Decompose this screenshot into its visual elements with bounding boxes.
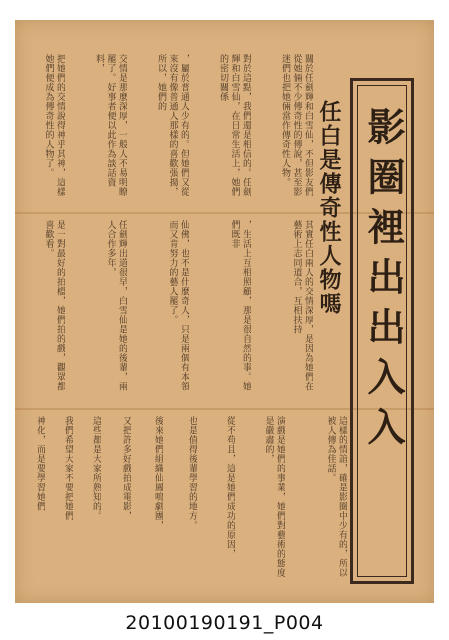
body-column: 從不苟且，這是她們成功的原因， (225, 416, 235, 559)
body-column: 演戲是她們的事業，她們對藝術的態度是嚴肅的， (263, 416, 285, 578)
body-column: ，屬於普通人少有的。但她們又從來沒有像普通人那樣的喜歡張揚，所以，她們的 (156, 54, 189, 197)
body-column: 把她們的交情說得神乎其神，這樣她們便成為傳奇性的人物了。 (43, 54, 65, 197)
document-subtitle: 任白是傳奇性人物嗎 (316, 100, 341, 316)
body-column: 對於這點，我們還是相信的。任劍輝和白雪仙，在日常生活上，她們的密切關係 (218, 54, 251, 197)
body-column: 其實任白兩人的交情深厚，是因為她們在藝術上志同道合，互相扶持 (291, 220, 313, 391)
image-caption: 20100190191_P004 (125, 612, 324, 634)
body-column: 這些都是大家所熟知的。 (91, 416, 101, 521)
body-column: 交情是那麼深厚，一般人不易明瞭罷了。好事者便以此作為談話資料， (94, 54, 127, 197)
body-column: 仙佛，也不是什麼奇人，只是兩個有本領而又肯努力的藝人罷了。 (167, 220, 189, 391)
body-column: 這樣的情誼，確是影圈中少有的，所以被人傳為佳話。 (325, 416, 347, 578)
title-frame (350, 78, 414, 584)
body-column: 也是值得後輩學習的地方。 (187, 416, 197, 530)
body-column: 又把許多好戲拍成電影， (121, 416, 131, 521)
body-column: 是一對最好的拍檔，她們拍的戲，觀眾都喜歡看。 (43, 220, 65, 391)
body-column: 神化，而是要學習她們 (35, 416, 45, 511)
body-column: 關於任劍輝和白雪仙，不但影友們從她倆不少傳奇性的傳說，甚至影迷們也把她倆當作傳奇性人物。 (280, 54, 313, 197)
body-column: 後來她們組織仙鳳鳴劇團， (153, 416, 163, 530)
body-column: 我們希望大家不要把她們 (63, 416, 73, 521)
body-column: 任劍輝出道很早，白雪仙是她的後輩，兩人合作多年， (105, 220, 127, 391)
document-title: 影圈裡出出入入 (361, 107, 405, 457)
document-page (15, 20, 434, 603)
body-column: ，生活上互相照顧，那是很自然的事。她們既非 (229, 220, 251, 391)
